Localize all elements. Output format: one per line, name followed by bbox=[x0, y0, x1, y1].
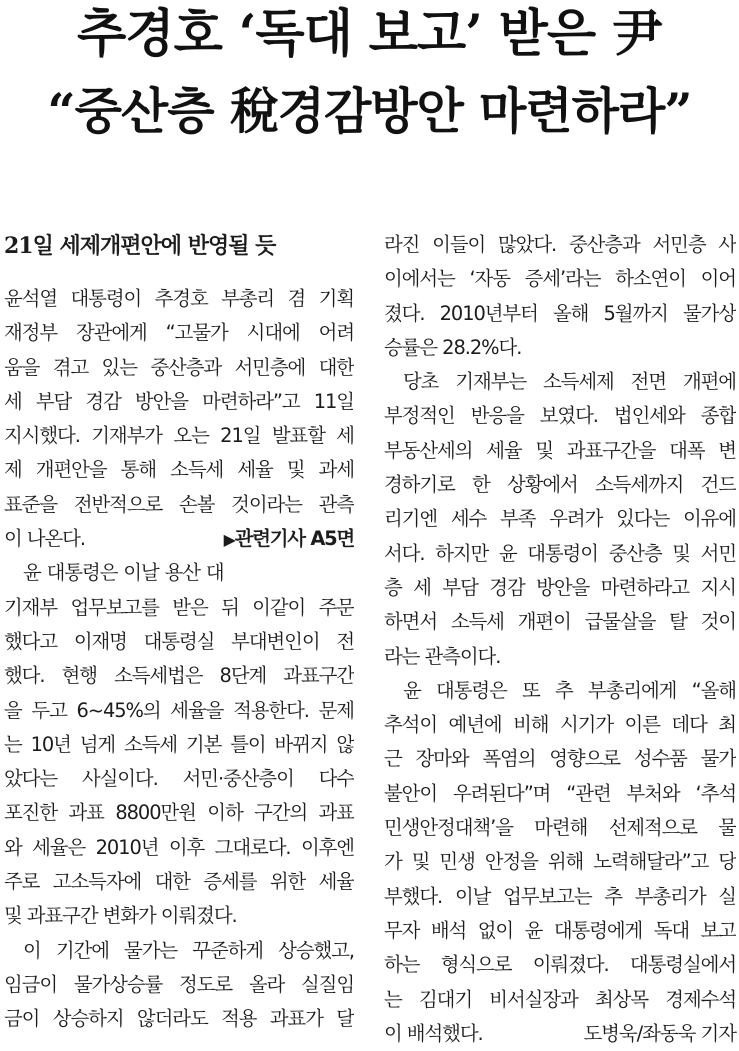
paragraph-line: 근 장마와 폭염의 영향으로 성수품 물가 bbox=[384, 747, 736, 771]
paragraph-line: 추석이 예년에 비해 시기가 이른 데다 최 bbox=[384, 713, 736, 737]
paragraph-line: 층 세 부담 경감 방안을 마련하라고 지시 bbox=[384, 575, 736, 599]
paragraph-line: 했다. 현행 소득세법은 8단계 과표구간 bbox=[4, 664, 354, 688]
paragraph-line: 가 및 민생 안정을 위해 노력해달라”고 당 bbox=[384, 850, 736, 874]
paragraph-line: 무자 배석 없이 윤 대통령에게 독대 보고 bbox=[384, 918, 736, 942]
paragraph-line: 이에서는 ‘자동 증세’라는 하소연이 이어 bbox=[384, 267, 736, 291]
related-article-label: 관련기사 A5면 bbox=[234, 527, 354, 551]
paragraph-3-continued bbox=[384, 228, 736, 365]
paragraph-line: 와 세율은 2010년 이후 그대로다. 이후엔 bbox=[4, 835, 354, 859]
paragraph-3 bbox=[4, 934, 354, 1037]
related-article-line bbox=[4, 522, 354, 556]
related-article-link[interactable] bbox=[224, 522, 354, 557]
paragraph-line: 윤 대통령은 이날 용산 대 bbox=[23, 561, 224, 585]
paragraph-1 bbox=[4, 282, 354, 522]
triangle-arrow-icon: ▶ bbox=[223, 530, 235, 550]
paragraph-line: 리기엔 세수 부족 우려가 있다는 이유에 bbox=[384, 507, 736, 531]
paragraph-line: 는 10년 넘게 소득세 기본 틀이 바뀌지 않 bbox=[4, 732, 354, 756]
paragraph-line: 승률은 28.2%다. bbox=[384, 335, 522, 359]
paragraph-line: 이 배석했다. bbox=[384, 1021, 483, 1045]
paragraph-line: 민생안정대책’을 마련해 선제적으로 물 bbox=[384, 816, 736, 840]
paragraph-line: 부정적인 반응을 보였다. 법인세와 종합 bbox=[384, 404, 736, 428]
headline-line-1: 추경호 ‘독대 보고’ 받은 尹 bbox=[77, 4, 662, 64]
article-column-right bbox=[384, 228, 736, 1051]
paragraph-line: 금이 상승하지 않더라도 적용 과표가 달 bbox=[4, 1007, 354, 1031]
paragraph-line: 부동산세의 세율 및 과표구간을 대폭 변 bbox=[384, 438, 736, 462]
paragraph-line: 이 나온다. bbox=[4, 527, 85, 551]
paragraph-line: 및 과표구간 변화가 이뤄졌다. bbox=[4, 904, 237, 928]
paragraph-line: 윤 대통령은 또 추 부총리에게 “올해 bbox=[403, 678, 736, 702]
paragraph-line: 서다. 하지만 윤 대통령이 중산층 및 서민 bbox=[384, 541, 736, 565]
paragraph-line: 움을 겪고 있는 중산층과 서민층에 대한 bbox=[4, 355, 354, 379]
paragraph-line: 윤석열 대통령이 추경호 부총리 겸 기획 bbox=[4, 287, 354, 310]
article-column-left bbox=[4, 226, 354, 1037]
paragraph-4 bbox=[384, 365, 736, 674]
paragraph-line: 했다고 이재명 대통령실 부대변인이 전 bbox=[4, 629, 354, 653]
paragraph-line: 았다는 사실이다. 서민·중산층이 다수 bbox=[4, 767, 354, 791]
paragraph-line: 임금이 물가상승률 정도로 올라 실질임 bbox=[4, 972, 354, 996]
paragraph-line: 기재부 업무보고를 받은 뒤 이같이 주문 bbox=[4, 595, 354, 619]
paragraph-line: 표준을 전반적으로 손볼 것이라는 관측 bbox=[4, 492, 354, 516]
paragraph-2 bbox=[4, 556, 354, 933]
paragraph-line: 부했다. 이날 업무보고는 추 부총리가 실 bbox=[384, 884, 736, 908]
headline-line-2: “중산층 稅경감방안 마련하라” bbox=[47, 82, 692, 140]
paragraph-line: 경하기로 한 상황에서 소득세까지 건드 bbox=[384, 473, 736, 497]
paragraph-line: 라진 이들이 많았다. 중산층과 서민층 사 bbox=[384, 233, 736, 256]
paragraph-line: 재정부 장관에게 “고물가 시대에 어려 bbox=[4, 321, 354, 345]
paragraph-line: 주로 고소득자에 대한 증세를 위한 세율 bbox=[4, 870, 354, 894]
byline: 도병욱/좌동욱 기자 bbox=[583, 1021, 736, 1045]
paragraph-line: 하는 형식으로 이뤄졌다. 대통령실에서 bbox=[384, 953, 736, 977]
paragraph-line: 불안이 우려된다”며 “관련 부처와 ‘추석 bbox=[384, 781, 736, 805]
paragraph-line: 이 기간에 물가는 꾸준하게 상승했고, bbox=[23, 938, 354, 962]
paragraph-line: 하면서 소득세 개편이 급물살을 탈 것이 bbox=[384, 610, 736, 634]
paragraph-5 bbox=[384, 674, 736, 1017]
paragraph-line: 라는 관측이다. bbox=[384, 644, 501, 668]
paragraph-line: 졌다. 2010년부터 올해 5월까지 물가상 bbox=[384, 301, 736, 325]
paragraph-line: 세 부담 경감 방안을 마련하라”고 11일 bbox=[4, 389, 354, 413]
paragraph-line: 는 김대기 비서실장과 최상목 경제수석 bbox=[384, 987, 736, 1011]
paragraph-line: 포진한 과표 8800만원 이하 구간의 과표 bbox=[4, 801, 354, 825]
paragraph-line: 을 두고 6~45%의 세율을 적용한다. 문제 bbox=[4, 698, 354, 722]
subheadline: 21일 세제개편안에 반영될 듯 bbox=[4, 233, 276, 259]
closing-line bbox=[384, 1017, 736, 1051]
paragraph-line: 당초 기재부는 소득세제 전면 개편에 bbox=[403, 370, 736, 394]
paragraph-line: 제 개편안을 통해 소득세 세율 및 과세 bbox=[4, 458, 354, 482]
paragraph-line: 지시했다. 기재부가 오는 21일 발표할 세 bbox=[4, 424, 354, 448]
